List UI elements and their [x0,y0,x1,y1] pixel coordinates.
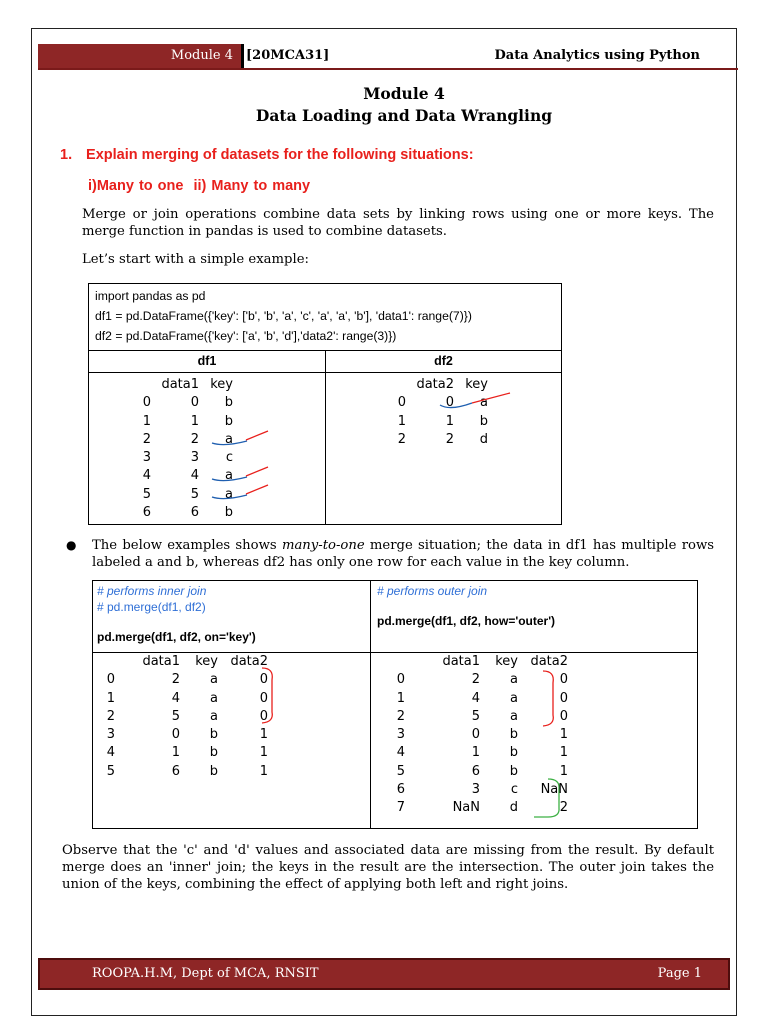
table-cell: d [479,431,488,447]
table-cell: b [509,763,518,779]
table-row [393,763,568,781]
row-index: 4 [396,745,405,761]
column-header: key [195,654,218,669]
page-header [38,44,738,70]
merge-examples-box [92,580,698,829]
table-row [129,449,233,467]
table-row [103,726,268,744]
table-row [393,671,568,689]
conclusion-paragraph: Observe that the 'c' and 'd' values and associated data are missing from the result. By default merge does an 'inner' join; the keys in the result are the intersection. The outer join takes the union of the keys, combining the effect of applying both left and right joins. [62,843,714,892]
table-cell: a [510,708,518,724]
column-header: data1 [142,654,180,669]
row-index: 2 [142,431,151,447]
table-cell: 3 [471,782,480,798]
row-index: 5 [106,763,115,779]
table-cell: NaN [540,782,568,798]
table-cell: c [225,450,233,466]
table-row [384,431,488,449]
row-index: 2 [396,708,405,724]
bullet-dot: ● [66,538,77,552]
code-line: df2 = pd.DataFrame({'key': ['a', 'b', 'd'],'data2': range(3)}) [95,329,397,343]
table-cell: 1 [445,413,454,429]
table-cell: 2 [171,672,180,688]
table-cell: 0 [190,395,199,411]
df1-table [129,376,233,522]
code-line: df1 = pd.DataFrame({'key': ['b', 'b', 'a', 'c', 'a', 'a', 'b'], 'data1': range(7)}) [95,309,472,323]
table-row [393,781,568,799]
table-cell: b [209,727,218,743]
table-cell: b [209,745,218,761]
table-row [103,690,268,708]
table-cell: b [509,727,518,743]
intro-paragraph: Merge or join operations combine data sets by linking rows using one or more keys. The merge function in pandas is used to combine datasets. [82,207,714,239]
example-code-box [88,283,562,525]
table-cell: 1 [259,727,268,743]
table-cell: 6 [471,763,480,779]
table-cell: 1 [471,745,480,761]
table-cell: 4 [171,690,180,706]
table-cell: b [224,505,233,521]
column-header: key [465,377,488,392]
row-index: 4 [106,745,115,761]
df2-label: df2 [326,351,561,373]
row-index: 5 [396,763,405,779]
merge-commands-row [93,581,697,653]
code-block [89,284,561,351]
table-row [393,726,568,744]
table-cell: b [224,413,233,429]
code-comment: # performs inner join [97,584,207,598]
table-cell: 5 [471,708,480,724]
table-cell: d [509,800,518,816]
table-cell: a [510,672,518,688]
table-cell: c [510,782,518,798]
table-row [103,763,268,781]
inner-join-output [93,653,371,828]
row-index: 0 [396,672,405,688]
table-cell: 1 [559,745,568,761]
table-row [103,744,268,762]
bullet-paragraph [92,537,714,571]
table-cell: 0 [559,690,568,706]
row-index: 3 [142,450,151,466]
code-line: import pandas as pd [95,289,206,303]
table-cell: 6 [171,763,180,779]
table-cell: 0 [471,727,480,743]
table-cell: 6 [190,505,199,521]
page-footer [38,958,730,990]
column-header: data1 [161,377,199,392]
table-row [129,431,233,449]
outer-join-command [371,581,697,652]
page-number: Page 1 [657,966,702,981]
header-subject: Data Analytics using Python [494,48,700,63]
row-index: 6 [142,505,151,521]
table-cell: 0 [259,690,268,706]
table-cell: b [209,763,218,779]
inner-join-command [93,581,371,652]
outer-join-table [393,653,568,818]
bullet-text: The below examples shows [92,538,282,553]
column-header: data1 [442,654,480,669]
header-module: Module 4 [38,44,241,68]
row-index: 6 [396,782,405,798]
code-command: pd.merge(df1, df2, how='outer') [377,614,556,628]
column-header: data2 [230,654,268,669]
table-row [129,467,233,485]
table-cell: 1 [559,727,568,743]
table-cell: 2 [471,672,480,688]
table-row [103,671,268,689]
table-row [384,394,488,412]
table-cell: 3 [190,450,199,466]
table-row [393,690,568,708]
column-header: data2 [530,654,568,669]
footer-author: ROOPA.H.M, Dept of MCA, RNSIT [92,966,319,981]
merge-results-row [93,653,697,828]
table-cell: 4 [190,468,199,484]
table-cell: 1 [559,763,568,779]
table-row [384,413,488,431]
bullet-text: merge situation; the data in df1 has multiple rows labeled a and b, whereas df2 has only one row for each value in the key column. [92,538,714,570]
row-index: 2 [397,431,406,447]
df1-column [89,351,326,524]
table-cell: 0 [259,672,268,688]
chapter-title: Data Loading and Data Wrangling [255,106,553,125]
question-number: 1. [60,147,73,163]
inner-join-table [103,653,268,781]
header-divider [241,44,244,68]
column-header: key [210,377,233,392]
table-cell: a [225,486,233,502]
code-command: pd.merge(df1, df2, on='key') [97,630,256,644]
bullet-emphasis: many-to-one [281,538,365,553]
column-header: data2 [416,377,454,392]
code-comment: # pd.merge(df1, df2) [97,600,206,614]
table-cell: 2 [445,431,454,447]
table-row [393,799,568,817]
dataframe-grid [89,351,561,524]
df1-output [89,376,325,524]
table-cell: NaN [452,800,480,816]
table-cell: 5 [171,708,180,724]
row-index: 3 [396,727,405,743]
table-row [129,504,233,522]
df2-column [326,351,561,524]
table-cell: a [225,468,233,484]
table-cell: 1 [171,745,180,761]
column-header: key [495,654,518,669]
table-cell: a [480,395,488,411]
table-cell: 0 [445,395,454,411]
table-row [393,708,568,726]
page-title [38,83,768,127]
table-cell: 1 [190,413,199,429]
table-cell: b [224,395,233,411]
table-cell: a [225,431,233,447]
header-course-code: [20MCA31] [246,48,330,63]
row-index: 0 [106,672,115,688]
table-cell: 0 [259,708,268,724]
table-cell: 1 [259,745,268,761]
row-index: 0 [142,395,151,411]
code-comment: # performs outer join [377,584,488,598]
table-cell: 4 [471,690,480,706]
table-cell: 0 [171,727,180,743]
df2-table [384,376,488,449]
row-index: 4 [142,468,151,484]
table-row [129,486,233,504]
question-text: Explain merging of datasets for the following situations: [86,147,474,163]
row-index: 1 [397,413,406,429]
row-index: 3 [106,727,115,743]
table-cell: 1 [259,763,268,779]
outer-join-output [371,653,697,828]
table-cell: a [210,708,218,724]
row-index: 7 [396,800,405,816]
table-cell: 0 [559,672,568,688]
module-title: Module 4 [363,84,445,103]
row-index: 1 [106,690,115,706]
table-cell: a [210,690,218,706]
table-cell: a [210,672,218,688]
row-index: 1 [142,413,151,429]
table-row [393,744,568,762]
row-index: 1 [396,690,405,706]
table-cell: 5 [190,486,199,502]
row-index: 5 [142,486,151,502]
question-subparts: i)Many to one ii) Many to many [88,178,311,194]
df2-output [326,376,561,524]
row-index: 0 [397,395,406,411]
lead-paragraph: Let’s start with a simple example: [82,252,309,267]
table-cell: 2 [190,431,199,447]
question-heading [60,147,474,163]
table-row [129,413,233,431]
table-row [129,394,233,412]
table-cell: 2 [559,800,568,816]
table-cell: 0 [559,708,568,724]
table-cell: b [509,745,518,761]
table-cell: a [510,690,518,706]
table-row [103,708,268,726]
row-index: 2 [106,708,115,724]
table-cell: b [479,413,488,429]
df1-label: df1 [89,351,325,373]
